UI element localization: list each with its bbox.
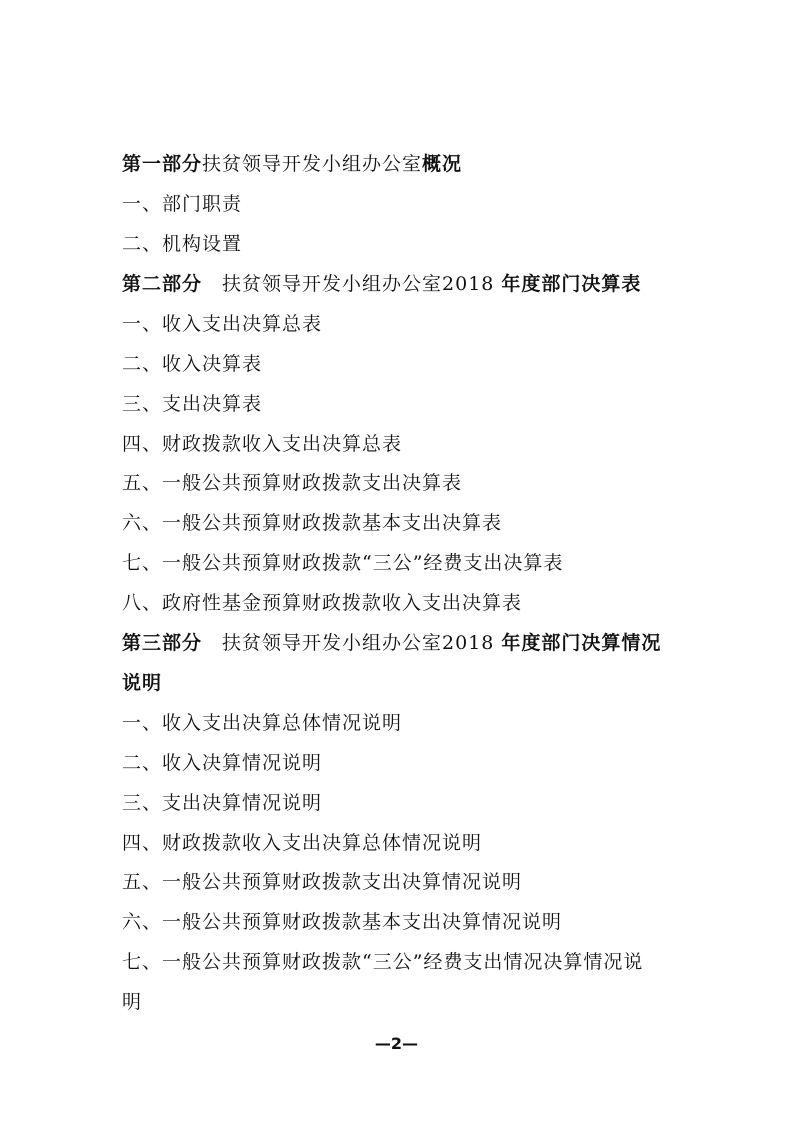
toc-item-wrap: 明 <box>122 991 143 1013</box>
part2-label: 第二部分 <box>122 273 203 295</box>
part3-title-wrap: 说明 <box>122 672 163 694</box>
toc-item: 二、机构设置 <box>122 233 243 255</box>
part3-title-main: 扶贫领导开发小组办公室2018 <box>222 632 495 654</box>
part3-title-tail: 年度部门决算情况 <box>501 632 662 654</box>
toc-item: 四、财政拨款收入支出决算总表 <box>122 433 403 455</box>
toc-item: 五、一般公共预算财政拨款支出决算表 <box>122 472 463 494</box>
toc-item: 七、一般公共预算财政拨款“三公”经费支出决算表 <box>122 552 564 574</box>
toc-item: 三、支出决算情况说明 <box>122 792 323 814</box>
part3-heading-wrap <box>122 669 702 697</box>
part1-heading <box>122 150 702 178</box>
part1-label: 第一部分 <box>122 153 203 175</box>
toc-item: 二、收入决算表 <box>122 353 263 375</box>
page-number: —2— <box>374 1034 419 1053</box>
toc-item: 六、一般公共预算财政拨款基本支出决算情况说明 <box>122 911 563 933</box>
toc-item: 二、收入决算情况说明 <box>122 752 323 774</box>
toc-item: 六、一般公共预算财政拨款基本支出决算表 <box>122 512 503 534</box>
toc-item: 八、政府性基金预算财政拨款收入支出决算表 <box>122 592 523 614</box>
part2-heading <box>122 270 702 298</box>
toc-item: 一、部门职责 <box>122 193 243 215</box>
part1-title-main: 扶贫领导开发小组办公室 <box>202 153 423 175</box>
part2-title-tail: 年度部门决算表 <box>501 273 642 295</box>
part3-heading <box>122 629 702 657</box>
toc-item: 一、收入支出决算总表 <box>122 313 323 335</box>
part3-label: 第三部分 <box>122 632 203 654</box>
part1-title-tail: 概况 <box>422 153 463 175</box>
toc-item: 一、收入支出决算总体情况说明 <box>122 712 403 734</box>
part2-title-main: 扶贫领导开发小组办公室2018 <box>222 273 495 295</box>
toc-item: 四、财政拨款收入支出决算总体情况说明 <box>122 832 483 854</box>
toc-item: 七、一般公共预算财政拨款“三公”经费支出情况决算情况说 <box>122 951 644 973</box>
toc-item: 五、一般公共预算财政拨款支出决算情况说明 <box>122 871 523 893</box>
toc-item: 三、支出决算表 <box>122 393 263 415</box>
